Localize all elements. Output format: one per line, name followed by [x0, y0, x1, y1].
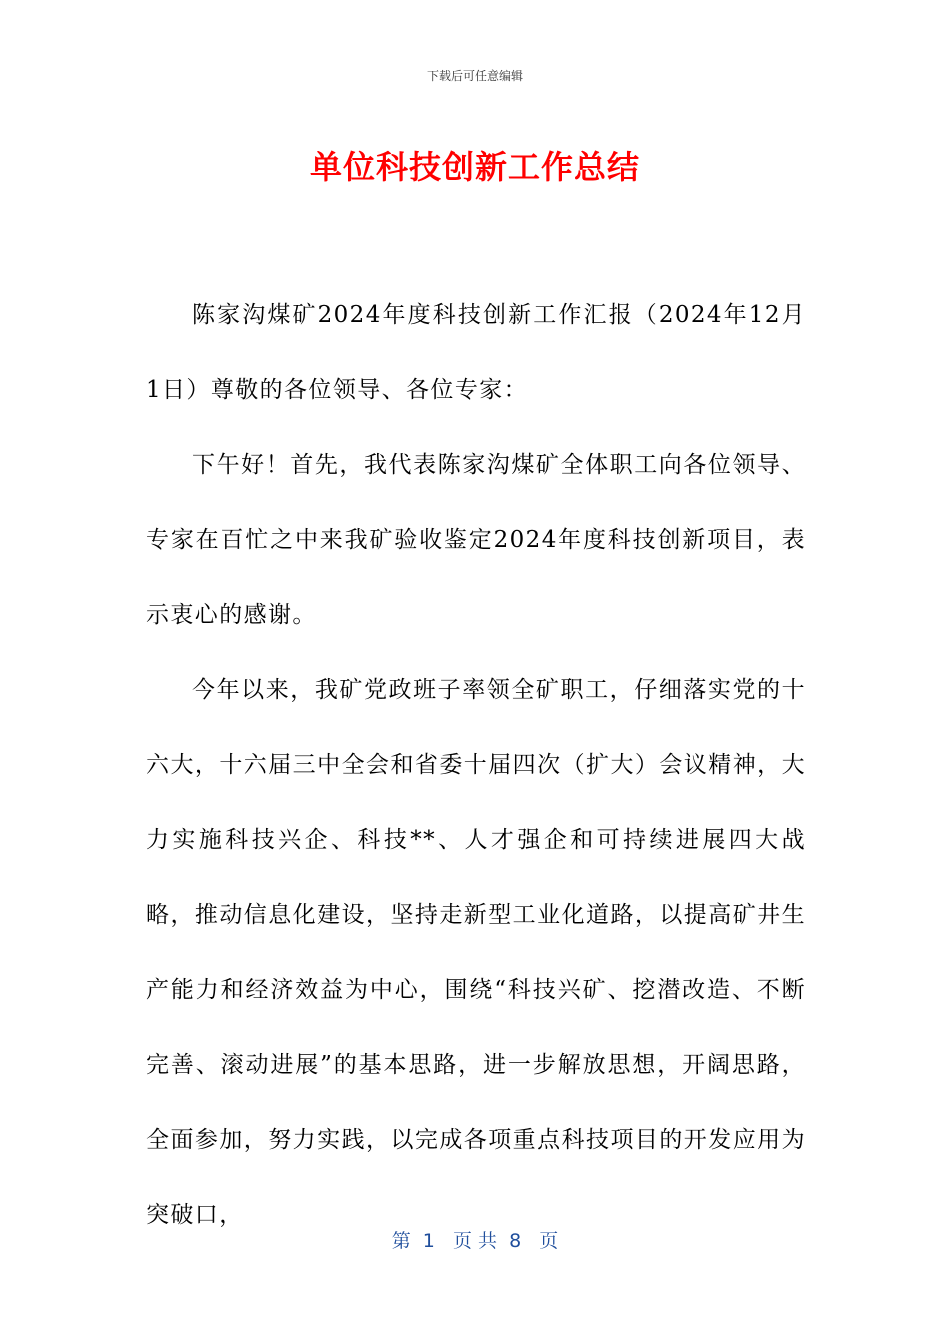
paragraph: 下午好！首先，我代表陈家沟煤矿全体职工向各位领导、专家在百忙之中来我矿验收鉴定2024年度科技创新项目，表示衷心的感谢。	[146, 452, 806, 628]
document-body	[146, 278, 806, 1253]
paragraph: 陈家沟煤矿2024年度科技创新工作汇报（2024年12月1日）尊敬的各位领导、各位专家：	[146, 302, 806, 403]
document-title: 单位科技创新工作总结	[309, 148, 640, 186]
header-note: 下载后可任意编辑	[426, 69, 523, 83]
paragraph: 今年以来，我矿党政班子率领全矿职工，仔细落实党的十六大，十六届三中全会和省委十届四次（扩大）会议精神，大力实施科技兴企、科技**、人才强企和可持续进展四大战略，推动信息化建设，坚持走新型工业化道路，以提高矿井生产能力和经济效益为中心，围绕“科技兴矿、挖潜改造、不断完善、滚动进展”的基本思路，进一步解放思想，开阔思路，全面参加，努力实践，以完成各项重点科技项目的开发应用为突破口，	[146, 677, 806, 1228]
page-number-footer: 第 1 页 共 8 页	[391, 1230, 559, 1252]
